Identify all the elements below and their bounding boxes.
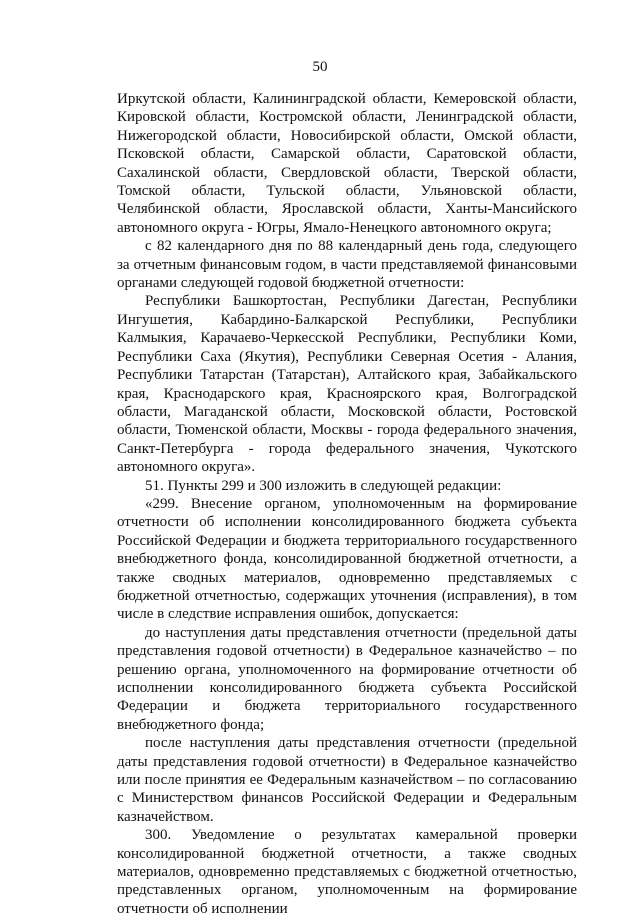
paragraph-before-deadline: до наступления даты представления отчетности (предельной даты представления годовой отчетности) в Федеральное казначейство – по решению органа, уполномоченного на формирование отчетности об исполнении консолидированного бюджета субъекта Российской Федерации и бюджета территориального государственного внебюджетного фонда; xyxy=(117,624,577,733)
document-body xyxy=(117,90,577,918)
page-number: 50 xyxy=(312,59,328,75)
paragraph-regions-list-end: Иркутской области, Калининградской области, Кемеровской области, Кировской области, Костромской области, Ленинградской области, Нижегородской области, Новосибирской области, Омской области, Псковской области, Самарской области, Саратовской области, Сахалинской области, Свердловской области, Тверской области, Томской области, Тульской области, Ульяновской области, Челябинской области, Ярославской области, Ханты-Мансийского автономного округа - Югры, Ямало-Ненецкого автономного округа; xyxy=(117,91,577,236)
paragraph-republics-list: Республики Башкортостан, Республики Дагестан, Республики Ингушетия, Кабардино-Балкарской Республики, Республики Калмыкия, Карачаево-Черкесской Республики, Республики Коми, Республики Саха (Якутия), Республики Северная Осетия - Алания, Республики Татарстан (Татарстан), Алтайского края, Забайкальского края, Краснодарского края, Красноярского края, Волгоградской области, Магаданской области, Московской области, Ростовской области, Тюменской области, Москвы - города федерального значения, Санкт-Петербурга - города федерального значения, Чукотского автономного округа». xyxy=(117,293,577,476)
paragraph-after-deadline: после наступления даты представления отчетности (предельной даты представления годовой отчетности) в Федеральное казначейство или после принятия ее Федеральным казначейством – по согласованию с Министерством финансов Российской Федерации и Федеральным казначейством. xyxy=(117,735,577,825)
paragraph-item-299: «299. Внесение органом, уполномоченным на формирование отчетности об исполнении консолидированного бюджета субъекта Российской Федерации и бюджета территориального государственного внебюджетного фонда, консолидированной бюджетной отчетности, а также сводных материалов, одновременно представляемых с бюджетной отчетностью, содержащих уточнения (исправления), в том числе в следствие исправления ошибок, допускается: xyxy=(117,495,577,623)
paragraph-item-51: 51. Пункты 299 и 300 изложить в следующей редакции: xyxy=(145,477,502,494)
paragraph-item-300: 300. Уведомление о результатах камеральной проверки консолидированной бюджетной отчетности, а также сводных материалов, одновременно представляемых с бюджетной отчетностью, представленных органом, уполномоченным на формирование отчетности об исполнении xyxy=(117,827,577,917)
paragraph-deadline-82-88: с 82 календарного дня по 88 календарный день года, следующего за отчетным финансовым годом, в части представляемой финансовыми органами следующей годовой бюджетной отчетности: xyxy=(117,238,577,292)
